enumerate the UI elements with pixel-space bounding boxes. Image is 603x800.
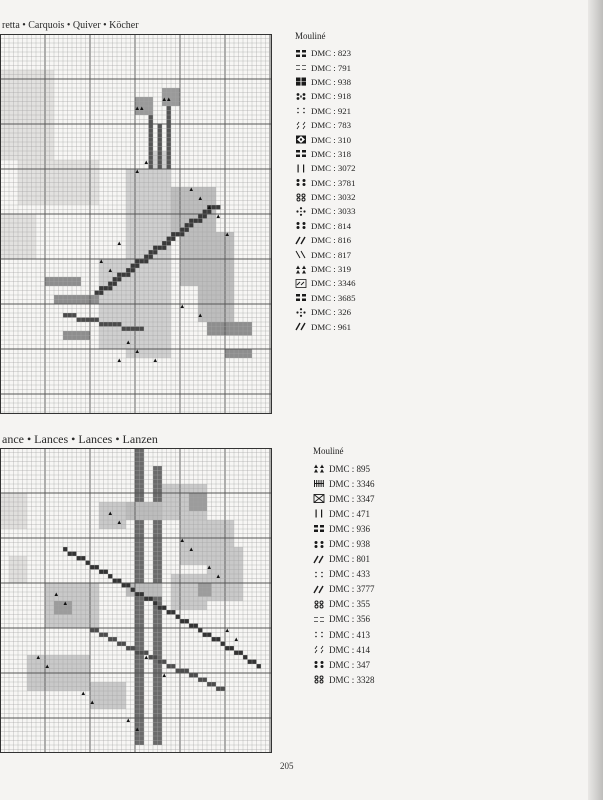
legend-label: DMC : 3685 (311, 292, 356, 303)
legend-label: DMC : 3032 (311, 192, 356, 203)
vertical-bars-icon (313, 509, 325, 518)
legend-row (295, 204, 355, 218)
legend-label: DMC : 414 (329, 644, 371, 655)
legend-label: DMC : 3346 (329, 478, 375, 489)
legend-row (313, 491, 375, 506)
legend-label: DMC : 791 (311, 62, 352, 73)
legend-label: DMC : 3072 (311, 163, 356, 174)
legend-label: DMC : 921 (311, 105, 352, 116)
legend-row (295, 161, 355, 175)
ring-dots-icon (313, 675, 325, 684)
legend-label: DMC : 801 (329, 554, 371, 565)
triangle-pair-icon (295, 265, 307, 274)
legend-label: DMC : 326 (311, 307, 352, 318)
legend-label: DMC : 3328 (329, 674, 375, 685)
dash-pair-icon (295, 63, 307, 72)
chart1-legend-title: Mouliné (295, 31, 326, 41)
legend-row (313, 657, 375, 672)
chart2-legend-rows (313, 461, 375, 687)
chart1-grid (0, 34, 272, 414)
chart2-title: ance • Lances • Lances • Lanzen (2, 432, 158, 446)
light-dot-icon (295, 106, 307, 115)
cross-dots-icon (295, 308, 307, 317)
small-slash-icon (295, 121, 307, 130)
legend-row (295, 75, 355, 89)
legend-row (313, 582, 375, 597)
legend-label: DMC : 318 (311, 148, 352, 159)
legend-label: DMC : 814 (311, 220, 352, 231)
legend-label: DMC : 936 (329, 523, 371, 534)
legend-label: DMC : 3347 (329, 493, 375, 504)
legend-label: DMC : 3346 (311, 278, 356, 289)
page-number: 205 (280, 761, 294, 771)
light-dot-icon (313, 570, 325, 579)
four-dot-icon (295, 178, 307, 187)
chart2-grid (0, 448, 272, 753)
legend-label: DMC : 356 (329, 614, 371, 625)
legend-label: DMC : 918 (311, 91, 352, 102)
legend-row (313, 672, 375, 687)
chart1-title: retta • Carquois • Quiver • Köcher (2, 20, 139, 31)
double-slash-icon (295, 322, 307, 331)
double-bar-icon (295, 49, 307, 58)
legend-label: DMC : 961 (311, 321, 352, 332)
legend-row (313, 627, 375, 642)
chart2-legend (313, 446, 375, 687)
legend-row (295, 132, 355, 146)
cross-dots-icon (295, 207, 307, 216)
chart1-svg (0, 34, 272, 414)
vertical-bars-icon (295, 164, 307, 173)
legend-label: DMC : 895 (329, 463, 371, 474)
legend-row (295, 233, 355, 247)
legend-label: DMC : 3777 (329, 584, 375, 595)
legend-row (295, 176, 355, 190)
legend-row (295, 46, 355, 60)
legend-row (313, 642, 375, 657)
legend-row (313, 476, 375, 491)
chart2-legend-title: Mouliné (313, 446, 344, 456)
legend-label: DMC : 347 (329, 659, 371, 670)
legend-label: DMC : 816 (311, 235, 352, 246)
chart1-legend-rows (295, 46, 355, 334)
legend-row (295, 276, 355, 290)
legend-row (313, 552, 375, 567)
wave-square-icon (295, 279, 307, 288)
legend-row (295, 190, 355, 204)
legend-label: DMC : 938 (329, 539, 371, 550)
legend-label: DMC : 413 (329, 629, 371, 640)
page-binding-shadow (588, 0, 603, 800)
small-slash-icon (313, 645, 325, 654)
legend-row (295, 262, 355, 276)
triangle-pair-icon (313, 464, 325, 473)
four-dot-icon (313, 660, 325, 669)
legend-row (313, 536, 375, 551)
ring-dots-icon (313, 600, 325, 609)
legend-label: DMC : 433 (329, 569, 371, 580)
double-slash-icon (313, 555, 325, 564)
double-bar-icon (313, 524, 325, 533)
dot-square-icon (295, 92, 307, 101)
legend-label: DMC : 783 (311, 120, 352, 131)
dark-diamond-icon (295, 135, 307, 144)
legend-row (313, 597, 375, 612)
back-slash-icon (295, 250, 307, 259)
legend-row (295, 319, 355, 333)
four-dot-icon (295, 221, 307, 230)
legend-label: DMC : 823 (311, 48, 352, 59)
legend-label: DMC : 319 (311, 264, 352, 275)
legend-row (313, 461, 375, 476)
legend-row (295, 118, 355, 132)
ring-dots-icon (295, 193, 307, 202)
chart2-svg (0, 448, 272, 753)
legend-row (295, 247, 355, 261)
legend-row (313, 521, 375, 536)
legend-row (313, 612, 375, 627)
legend-label: DMC : 471 (329, 508, 371, 519)
dash-pair-icon (313, 615, 325, 624)
legend-label: DMC : 3033 (311, 206, 356, 217)
legend-row (295, 147, 355, 161)
solid-square-icon (295, 77, 307, 86)
legend-label: DMC : 938 (311, 76, 352, 87)
legend-label: DMC : 3781 (311, 177, 356, 188)
four-dot-icon (313, 540, 325, 549)
legend-row (313, 567, 375, 582)
double-bar-icon (295, 149, 307, 158)
legend-row (295, 219, 355, 233)
legend-row (295, 291, 355, 305)
chart1-legend (295, 31, 355, 334)
legend-label: DMC : 355 (329, 599, 371, 610)
double-slash-icon (295, 236, 307, 245)
hatch-row-icon (313, 479, 325, 488)
legend-row (295, 89, 355, 103)
double-bar-icon (295, 293, 307, 302)
legend-row (295, 60, 355, 74)
legend-row (313, 506, 375, 521)
legend-row (295, 104, 355, 118)
legend-label: DMC : 310 (311, 134, 352, 145)
light-dot-icon (313, 630, 325, 639)
cross-hatch-icon (313, 494, 325, 503)
legend-row (295, 305, 355, 319)
legend-label: DMC : 817 (311, 249, 352, 260)
double-slash-icon (313, 585, 325, 594)
